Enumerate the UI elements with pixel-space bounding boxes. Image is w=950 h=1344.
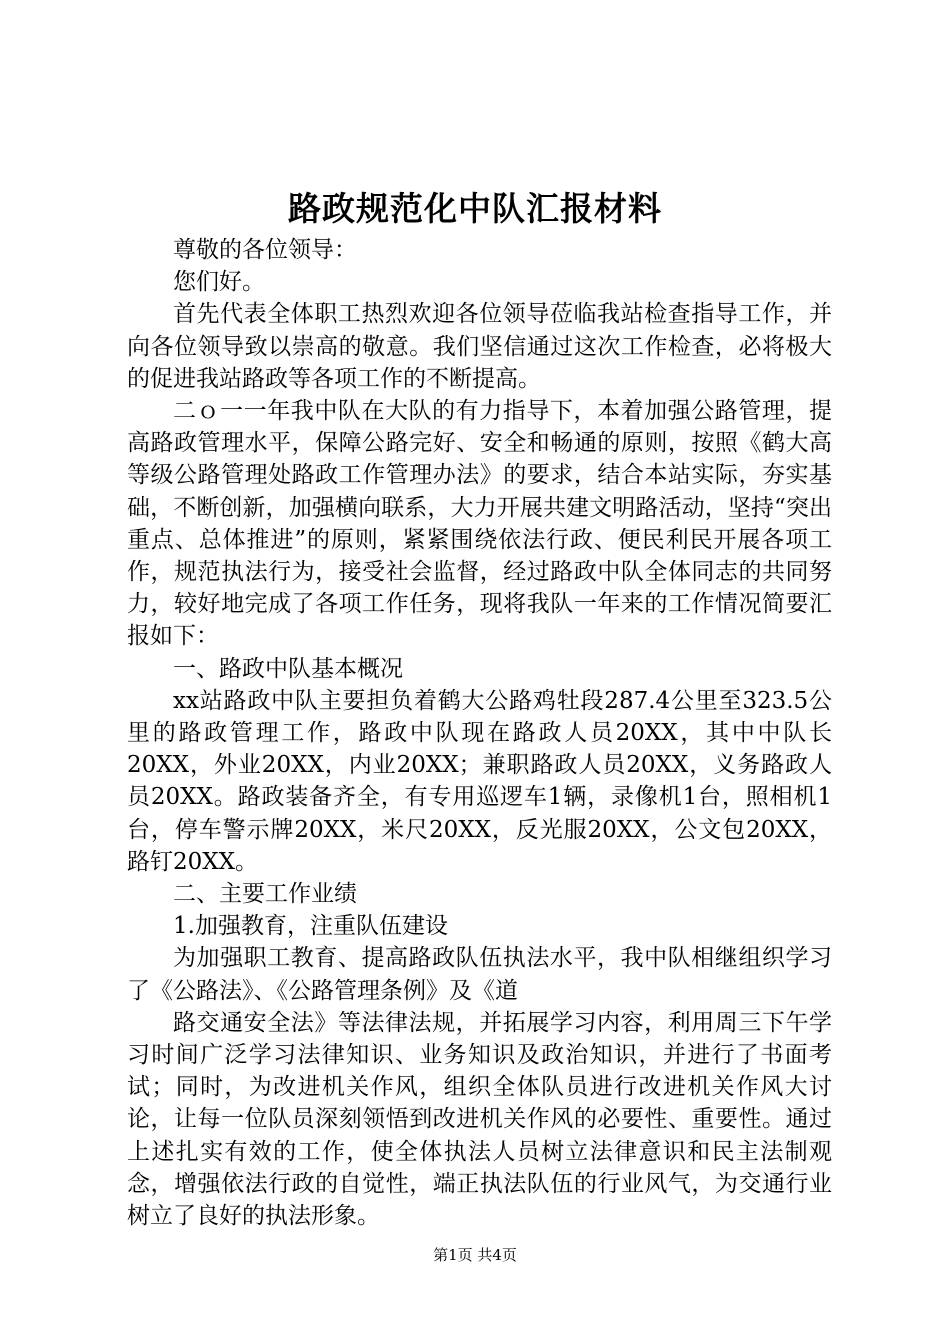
document-body bbox=[127, 234, 832, 1232]
paragraph: 路交通安全法》等法律法规，并拓展学习内容，利用周三下午学习时间广泛学习法律知识、业务知识及政治知识，并进行了书面考试；同时，为改进机关作风，组织全体队员进行改进机关作风大讨论，让每一位队员深刻领悟到改进机关作风的必要性、重要性。通过上述扎实有效的工作，使全体执法人员树立法律意识和民主法制观念，增强依法行政的自觉性，端正执法队伍的行业风气，为交通行业树立了良好的执法形象。 bbox=[127, 1009, 832, 1230]
greeting: 您们好。 bbox=[173, 269, 265, 296]
paragraph: xx站路政中队主要担负着鹤大公路鸡牡段287.4公里至323.5公里的路政管理工作，路政中队现在路政人员20XX，其中中队长20XX，外业20XX，内业20XX；兼职路政人员20XX，义务路政人员20XX。路政装备齐全，有专用巡逻车1辆，录像机1台，照相机1台，停车警示牌20XX，米尺20XX，反光服20XX，公文包20XX，路钉20XX。 bbox=[127, 687, 832, 875]
section-heading: 二、主要工作业绩 bbox=[173, 881, 357, 908]
subsection-heading: 1.加强教育，注重队伍建设 bbox=[173, 913, 448, 940]
document-title: 路政规范化中队汇报材料 bbox=[288, 189, 662, 228]
section-heading: 一、路政中队基本概况 bbox=[173, 655, 403, 682]
salutation: 尊敬的各位领导： bbox=[173, 237, 357, 263]
paragraph: 二ｏ一一年我中队在大队的有力指导下，本着加强公路管理，提高路政管理水平，保障公路完好、安全和畅通的原则，按照《鹤大高等级公路管理处路政工作管理办法》的要求，结合本站实际，夯实基础，不断创新，加强横向联系，大力开展共建文明路活动，坚持“突出重点、总体推进”的原则，紧紧围绕依法行政、便民利民开展各项工作，规范执法行为，接受社会监督，经过路政中队全体同志的共同努力，较好地完成了各项工作任务，现将我队一年来的工作情况简要汇报如下： bbox=[127, 398, 832, 650]
page-number: 第1页 共4页 bbox=[433, 1246, 517, 1264]
paragraph: 首先代表全体职工热烈欢迎各位领导莅临我站检查指导工作，并向各位领导致以崇高的敬意。我们坚信通过这次工作检查，必将极大的促进我站路政等各项工作的不断提高。 bbox=[127, 301, 832, 392]
paragraph: 为加强职工教育、提高路政队伍执法水平，我中队相继组织学习了《公路法》、《公路管理条例》及《道 bbox=[127, 945, 832, 1004]
